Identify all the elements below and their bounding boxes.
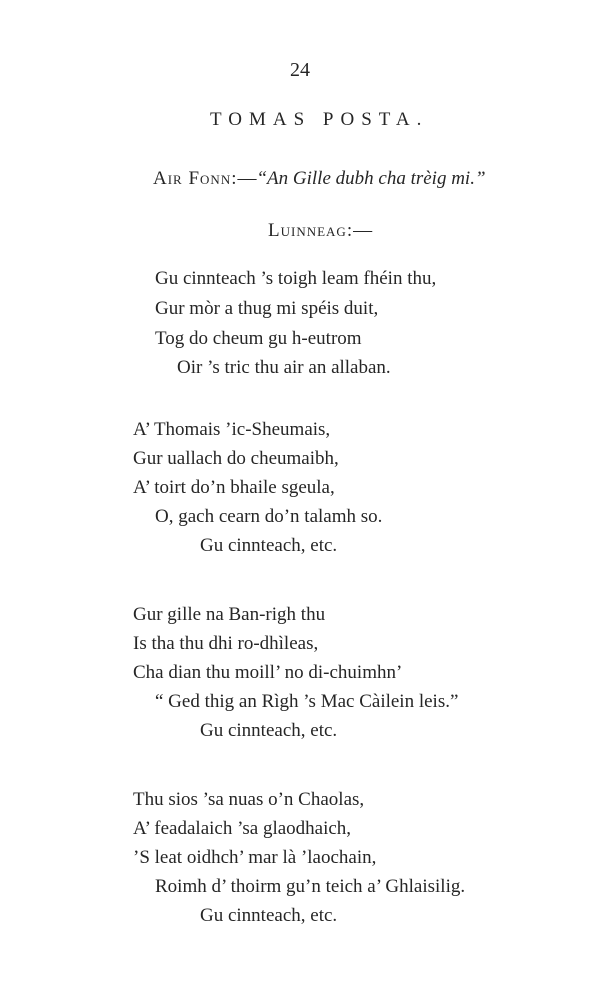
verse-line: Tog do cheum gu h-eutrom: [155, 328, 362, 349]
verse-line: A’ toirt do’n bhaile sgeula,: [133, 477, 335, 498]
tune-dash: —: [237, 168, 257, 189]
chorus-heading: Luinneag:—: [268, 220, 374, 241]
verse-line: Gur mòr a thug mi spéis duit,: [155, 298, 379, 319]
verse-line: Gur gille na Ban-righ thu: [133, 604, 326, 625]
verse-line: Is tha thu dhi ro-dhìleas,: [133, 633, 319, 654]
verse-line: A’ feadalaich ’sa glaodhaich,: [133, 818, 352, 839]
tune-label: Air Fonn:: [153, 168, 238, 189]
verse-line: Thu sios ’sa nuas o’n Chaolas,: [133, 789, 365, 810]
refrain-line: Gu cinnteach, etc.: [200, 905, 338, 926]
tune-line: [153, 167, 486, 191]
tune-name: “An Gille dubh cha trèig mi.”: [256, 168, 486, 189]
verse-line: A’ Thomais ’ic-Sheumais,: [133, 419, 331, 440]
refrain-line: Gu cinnteach, etc.: [200, 720, 338, 741]
verse-line: “ Ged thig an Rìgh ’s Mac Càilein leis.”: [155, 691, 459, 712]
verse-line: ’S leat oidhch’ mar là ’laochain,: [133, 847, 377, 868]
verse-line: O, gach cearn do’n talamh so.: [155, 506, 383, 527]
verse-line: Gu cinnteach ’s toigh leam fhéin thu,: [155, 268, 437, 289]
verse-line: Roimh d’ thoirm gu’n teich a’ Ghlaisilig.: [155, 876, 466, 897]
verse-line: Oir ’s tric thu air an allaban.: [177, 357, 391, 378]
page-number: 24: [290, 59, 310, 81]
poem-title: TOMAS POSTA.: [210, 109, 429, 130]
verse-line: Gur uallach do cheumaibh,: [133, 448, 339, 469]
verse-line: Cha dian thu moill’ no di-chuimhn’: [133, 662, 403, 683]
refrain-line: Gu cinnteach, etc.: [200, 535, 338, 556]
